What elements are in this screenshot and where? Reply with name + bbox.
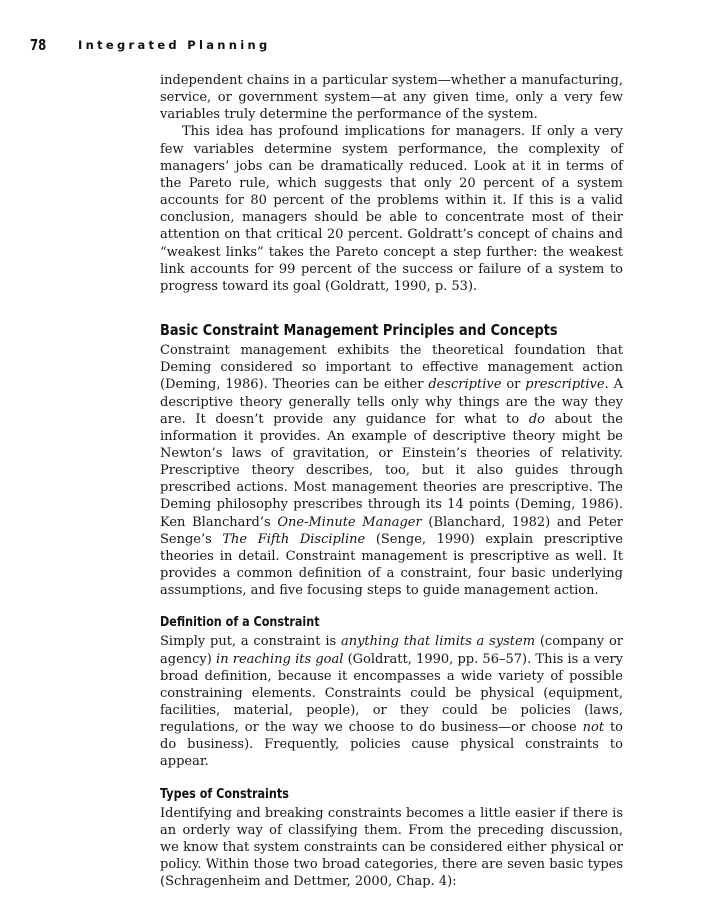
text-run: to do business). Frequently, policies cause physical constraints to appear. xyxy=(160,720,623,770)
italic-definition: in reaching its goal xyxy=(216,651,344,667)
text-run: Constraint management exhibits the theoretical foundation that Deming considered so important to effective management action (Deming, 1986). Theories can be either xyxy=(160,343,623,393)
text-run: Simply put, a constraint is xyxy=(160,634,341,650)
text-run: or xyxy=(501,377,526,393)
italic-do: do xyxy=(528,411,545,427)
running-title: Integrated Planning xyxy=(78,38,271,52)
paragraph-theory xyxy=(160,342,623,599)
subheading-types: Types of Constraints xyxy=(160,786,289,802)
text-run: (Blanchard, 1982) and Peter Senge’s xyxy=(160,514,623,547)
text-run: about the information it provides. An example of descriptive theory might be Newton’s laws of gravitation, or Einstein’s theories of relativity. Prescriptive theory describes, too, but it also guides through prescribed actions. Most management theories are prescriptive. The Deming philosophy prescribes through its 14 points (Deming, 1986). Ken Blanchard’s xyxy=(160,411,623,530)
paragraph-pareto: This idea has profound implications for managers. If only a very few variables determine system performance, the complexity of managers’ jobs can be dramatically reduced. Look at it in terms of the Pareto rule, which suggests that only 20 percent of a system accounts for 80 percent of the problems within it. If this is a valid conclusion, managers should be able to concentrate most of their attention on that critical 20 percent. Goldratt’s concept of chains and “weakest links” takes the Pareto concept a step further: the weakest link accounts for 99 percent of the success or failure of a system to progress toward its goal (Goldratt, 1990, p. 53). xyxy=(160,124,623,294)
italic-definition: anything that limits a system xyxy=(340,634,536,650)
text-run: . A descriptive theory generally tells only why things are the way they are. It doesn’t provide any guidance for what to xyxy=(160,377,623,427)
text-run: (company or agency) xyxy=(160,634,623,667)
page-number: 78 xyxy=(30,36,47,54)
italic-prescriptive: prescriptive xyxy=(525,377,605,393)
text-run: (Goldratt, 1990, pp. 56–57). This is a very broad definition, because it encompasses a wide variety of possible constraining elements. Constraints could be physical (equipment, facilities, material, people), or they could be policies (laws, regulations, or the way we choose to do business—or choose xyxy=(160,651,624,736)
paragraph-definition xyxy=(160,633,623,770)
italic-book-title: One-Minute Manager xyxy=(277,514,422,530)
section-heading-basic-principles: Basic Constraint Management Principles and Concepts xyxy=(160,321,558,340)
body-text xyxy=(160,72,623,890)
italic-not: not xyxy=(582,720,605,736)
italic-descriptive: descriptive xyxy=(428,377,502,393)
paragraph-types: Identifying and breaking constraints becomes a little easier if there is an orderly way of classifying them. From the preceding discussion, we know that system constraints can be considered either physical or policy. Within those two broad categories, there are seven basic types (Schragenheim and Dettmer, 2000, Chap. 4): xyxy=(160,805,623,890)
paragraph-chains: independent chains in a particular system—whether a manufacturing, service, or government system—at any given time, only a very few variables truly determine the performance of the system. xyxy=(160,73,623,123)
text-run: (Senge, 1990) explain prescriptive theories in detail. Constraint management is prescriptive as well. It provides a common definition of a constraint, four basic underlying assumptions, and five focusing steps to guide management action. xyxy=(160,531,623,599)
running-head xyxy=(30,36,271,58)
subheading-definition: Definition of a Constraint xyxy=(160,615,320,631)
italic-book-title: The Fifth Discipline xyxy=(222,531,366,547)
